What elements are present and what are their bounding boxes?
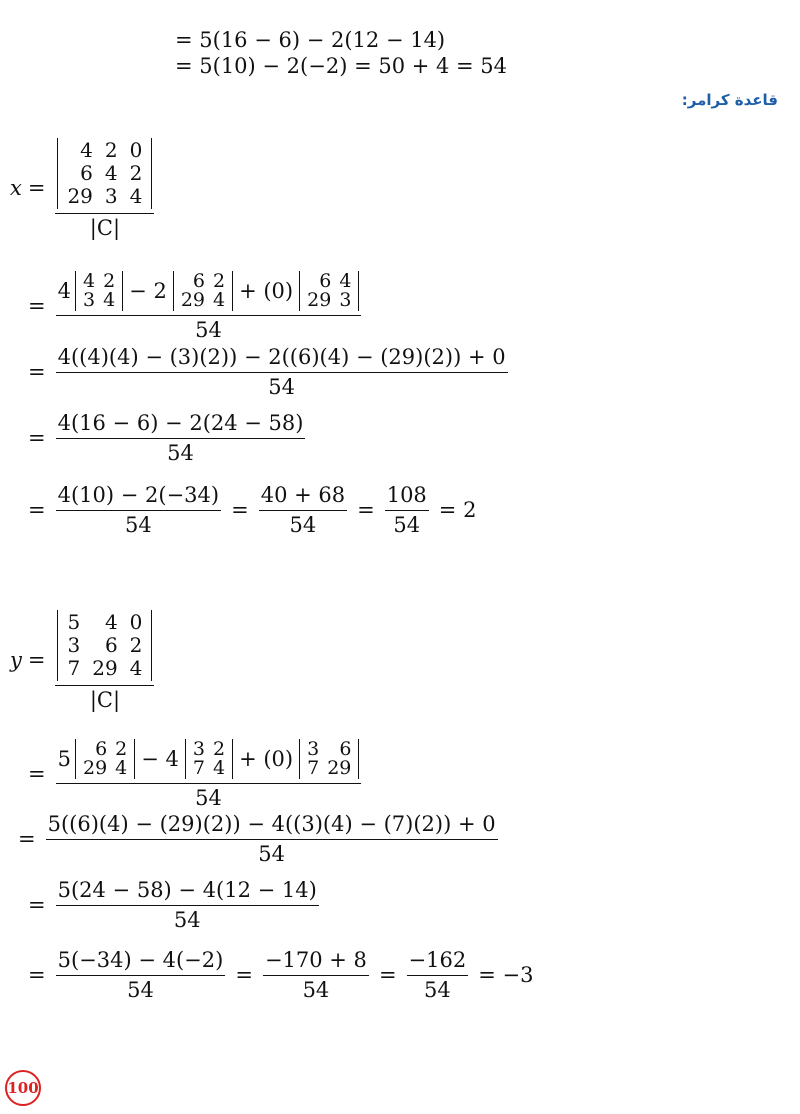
- y-minor-1-cell: 4: [115, 757, 128, 779]
- x-matrix-cell: 6: [80, 161, 93, 185]
- y-minor-1-cell: 29: [82, 757, 108, 779]
- y-minor-2-cell: 4: [213, 757, 226, 779]
- y-minor-2-cell: 3: [192, 738, 205, 760]
- x-matrix-cell: 29: [67, 184, 93, 208]
- x-step-4-frac-2-den: 54: [259, 510, 347, 536]
- x-exp-minor-3: [299, 271, 359, 311]
- x-exp-op-2: + (0): [239, 278, 294, 303]
- y-matrix-cell: 6: [104, 633, 118, 657]
- x-minor-1-cell: 3: [82, 289, 96, 311]
- y-denominator: |C|: [55, 685, 154, 711]
- y-minor-2-cell: 7: [192, 757, 205, 779]
- page-number-badge: 100: [5, 1070, 41, 1106]
- x-step-2-numerator: 4((4)(4) − (3)(2)) − 2((6)(4) − (29)(2)) + 0: [57, 345, 506, 369]
- y-variable: y: [10, 648, 22, 672]
- cramer-rule-heading: قاعدة كرامر:: [681, 91, 778, 109]
- y-definition: y = 5 4 0 3 6 2 7 29 4 |C|: [10, 610, 158, 711]
- x-matrix-cell: 0: [129, 138, 143, 162]
- y-minor-3-cell: 7: [307, 757, 320, 779]
- y-step-2: = $\frac{5((6)(4) - (29)(2)) - 4((3)(4) - (7)(2)) + 0}{54}$: [18, 812, 496, 866]
- y-numerator-determinant: [57, 610, 152, 681]
- y-step-3: = $\frac{5(24 - 58) - 4(12 - 14)}{54}$: [28, 878, 317, 932]
- x-exp-coef-1: 4: [57, 278, 71, 303]
- y-minor-1-cell: 2: [115, 738, 128, 760]
- x-minor-1-cell: 4: [82, 270, 96, 292]
- y-minor-2-cell: 2: [213, 738, 226, 760]
- top-line-1: = 5(16 − 6) − 2(12 − 14): [175, 28, 446, 52]
- y-step-4-frac-3-den: 54: [407, 975, 469, 1001]
- x-numerator-determinant: [57, 138, 152, 209]
- y-minor-3-cell: 29: [327, 757, 352, 779]
- x-step-4-frac-3-num: 108: [386, 483, 427, 507]
- x-denominator: |C|: [55, 213, 154, 239]
- x-minor-2-cell: 4: [213, 289, 226, 311]
- y-minor-3-cell: 3: [307, 738, 320, 760]
- x-minor-1-cell: 2: [103, 270, 116, 292]
- y-result: = −3: [478, 963, 534, 987]
- y-step-3-denominator: 54: [56, 905, 319, 931]
- y-expansion: = 5 6 2 29 4 − 4 3 2 7 4 + (0) 3 6 7 29 54: [28, 739, 365, 809]
- x-expansion: = 4 4 2 3 4 − 2 6 2 29 4 + (0) 6 4 29 3 54: [28, 271, 365, 341]
- x-matrix-cell: 2: [129, 161, 143, 185]
- y-matrix-cell: 0: [129, 610, 143, 634]
- x-step-4-frac-1-den: 54: [56, 510, 221, 536]
- x-step-4-frac-1-num: 4(10) − 2(−34): [57, 483, 220, 507]
- y-step-2-denominator: 54: [46, 839, 498, 865]
- y-minor-3-cell: 6: [339, 738, 352, 760]
- x-matrix-cell: 4: [129, 184, 143, 208]
- x-minor-2-cell: 6: [192, 270, 205, 292]
- y-matrix-cell: 5: [67, 610, 81, 634]
- y-exp-coef-1: 5: [57, 746, 71, 771]
- x-definition: x = 4 2 0 6 4 2 29 3 4 |C|: [10, 138, 158, 239]
- x-exp-denominator: 54: [56, 315, 362, 341]
- x-minor-1-cell: 4: [103, 289, 116, 311]
- x-step-4: = $\frac{4(10) - 2(-34)}{54}$ = $\frac{40 + 68}{54}$ = $\frac{108}{54}$ = 2: [28, 483, 477, 537]
- y-matrix-cell: 4: [129, 656, 143, 680]
- x-matrix-cell: 4: [104, 161, 118, 185]
- y-step-4-frac-1-num: 5(−34) − 4(−2): [57, 948, 224, 972]
- y-matrix-cell: 4: [104, 610, 118, 634]
- y-minor-1-cell: 6: [95, 738, 108, 760]
- x-minor-3-cell: 29: [307, 289, 332, 311]
- x-minor-3-cell: 4: [339, 270, 352, 292]
- x-variable: x: [10, 176, 22, 200]
- y-step-4-frac-2-num: −170 + 8: [264, 948, 367, 972]
- x-matrix-cell: 3: [104, 184, 118, 208]
- y-step-2-numerator: 5((6)(4) − (29)(2)) − 4((3)(4) − (7)(2)) + 0: [47, 812, 496, 836]
- x-minor-2-cell: 2: [213, 270, 226, 292]
- y-exp-minor-2: [185, 739, 233, 779]
- y-matrix-cell: 7: [67, 656, 81, 680]
- y-exp-minor-3: [299, 739, 359, 779]
- y-step-3-numerator: 5(24 − 58) − 4(12 − 14): [57, 878, 317, 902]
- y-step-4-frac-1-den: 54: [56, 975, 226, 1001]
- x-step-4-frac-3-den: 54: [385, 510, 429, 536]
- x-matrix-cell: 2: [104, 138, 118, 162]
- x-result: = 2: [438, 498, 477, 522]
- x-step-3-numerator: 4(16 − 6) − 2(24 − 58): [57, 411, 304, 435]
- x-minor-3-cell: 6: [319, 270, 332, 292]
- x-step-3: = $\frac{4(16 - 6) - 2(24 - 58)}{54}$: [28, 411, 304, 465]
- x-step-2: = $\frac{4((4)(4) - (3)(2)) - 2((6)(4) - (29)(2)) + 0}{54}$: [28, 345, 506, 399]
- x-matrix-cell: 4: [80, 138, 93, 162]
- y-exp-op-2: + (0): [239, 746, 294, 771]
- y-matrix-cell: 3: [67, 633, 81, 657]
- x-exp-minor-1: [75, 271, 123, 311]
- x-step-4-frac-2-num: 40 + 68: [260, 483, 346, 507]
- x-step-3-denominator: 54: [56, 438, 306, 464]
- y-step-4-frac-2-den: 54: [263, 975, 369, 1001]
- x-minor-2-cell: 29: [180, 289, 205, 311]
- x-minor-3-cell: 3: [339, 289, 352, 311]
- x-exp-minor-2: [173, 271, 233, 311]
- y-matrix-cell: 29: [92, 656, 118, 680]
- y-step-4-frac-3-num: −162: [408, 948, 467, 972]
- y-exp-denominator: 54: [56, 783, 362, 809]
- y-matrix-cell: 2: [129, 633, 143, 657]
- x-step-2-denominator: 54: [56, 372, 508, 398]
- y-exp-op-1: − 4: [141, 746, 179, 771]
- y-exp-minor-1: [75, 739, 135, 779]
- top-line-2: = 5(10) − 2(−2) = 50 + 4 = 54: [175, 54, 508, 78]
- y-step-4: = $\frac{5(-34) - 4(-2)}{54}$ = $\frac{-170 + 8}{54}$ = $\frac{-162}{54}$ = −3: [28, 948, 534, 1002]
- x-exp-op-1: − 2: [129, 278, 167, 303]
